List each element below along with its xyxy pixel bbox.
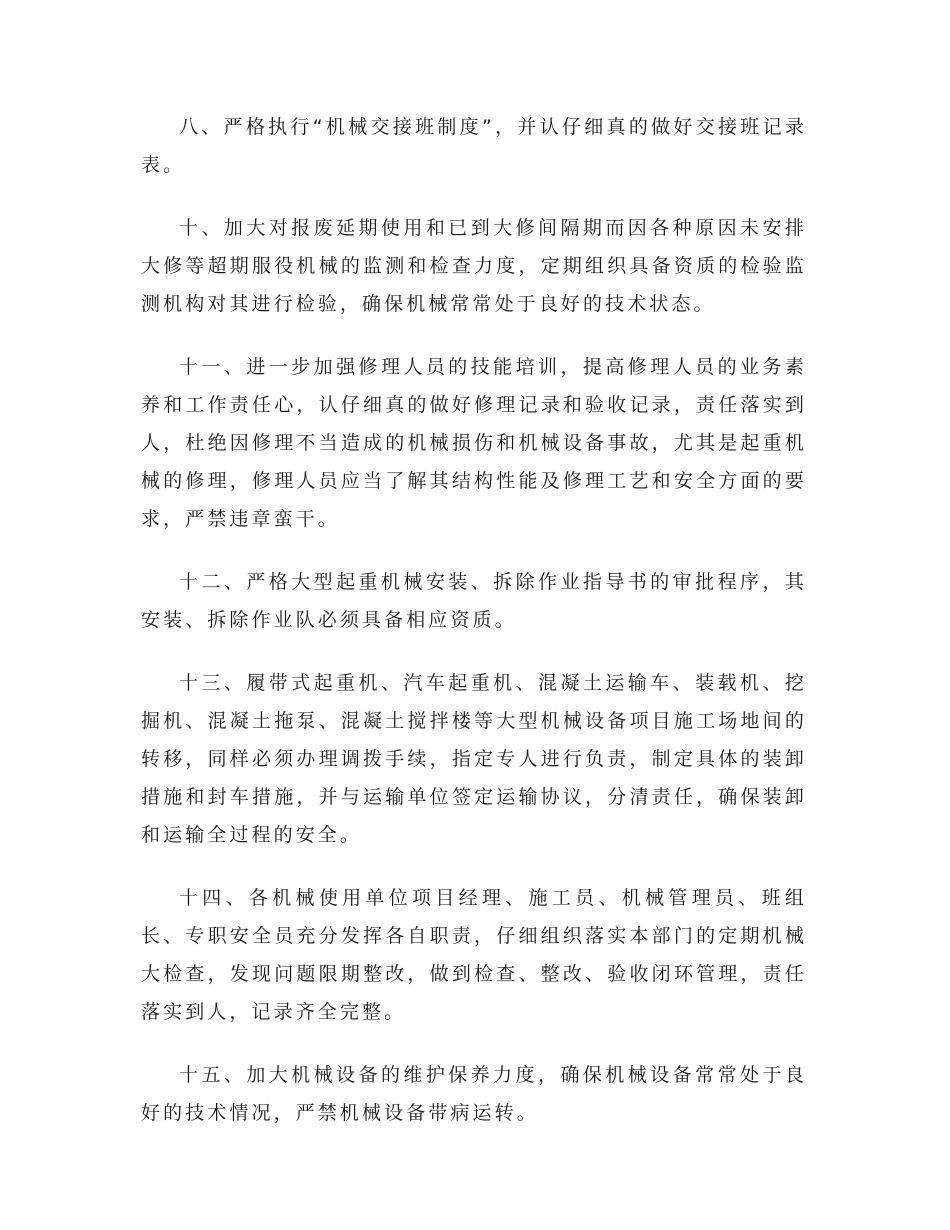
- paragraph-12: 十二、严格大型起重机械安装、拆除作业指导书的审批程序，其安装、拆除作业队必须具备相应资质。: [141, 571, 807, 631]
- paragraph-8: 八、严格执行“机械交接班制度”，并认仔细真的做好交接班记录表。: [141, 116, 807, 176]
- document-body: [141, 108, 807, 1157]
- paragraph-11: 十一、进一步加强修理人员的技能培训，提高修理人员的业务素养和工作责任心，认仔细真的做好修理记录和验收记录，责任落实到人，杜绝因修理不当造成的机械损伤和机械设备事故，尤其是起重机械的修理，修理人员应当了解其结构性能及修理工艺和安全方面的要求，严禁违章蛮干。: [141, 356, 807, 530]
- paragraph-13: 十三、履带式起重机、汽车起重机、混凝土运输车、装载机、挖掘机、混凝土拖泵、混凝土搅拌楼等大型机械设备项目施工场地间的转移，同样必须办理调拨手续，指定专人进行负责，制定具体的装卸措施和封车措施，并与运输单位签定运输协议，分清责任，确保装卸和运输全过程的安全。: [141, 672, 807, 846]
- paragraph-10: 十、加大对报废延期使用和已到大修间隔期而因各种原因未安排大修等超期服役机械的监测和检查力度，定期组织具备资质的检验监测机构对其进行检验，确保机械常常处于良好的技术状态。: [141, 217, 807, 315]
- paragraph-14: 十四、各机械使用单位项目经理、施工员、机械管理员、班组长、专职安全员充分发挥各自职责，仔细组织落实本部门的定期机械大检查，发现问题限期整改，做到检查、整改、验收闭环管理，责任落实到人，记录齐全完整。: [141, 887, 807, 1023]
- paragraph-15: 十五、加大机械设备的维护保养力度，确保机械设备常常处于良好的技术情况，严禁机械设备带病运转。: [141, 1064, 807, 1124]
